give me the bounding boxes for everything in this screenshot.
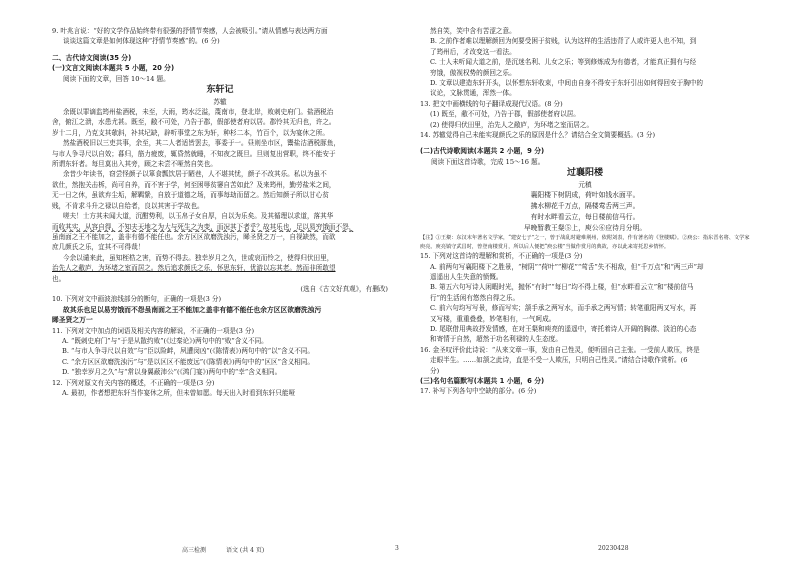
poem-note: 【注】①王粲：东汉末年著名文学家，“建安七子”之一，曾于战乱时避难荆州，依附刘表，作有著名的《登楼赋》。②庾公：指东晋名将、文学家庾亮。庾亮镇守武昌时，曾登南楼赏月，所以后人便把“庾公楼”当做作赏月的典故，亦以此来寄托思乡情怀。 — [420, 235, 750, 250]
essay-author: 苏辙 — [213, 98, 227, 107]
question-15 — [420, 251, 750, 345]
question-15-option: B. 第五六句写诗人闲暇时光，抛怀“有时”“每日”均不得上楼，但“水畔看云立”和“楼前信马 — [430, 283, 694, 292]
question-16-line: 走眼半生。……如颔之此诗，直是不受一人欺压，只明自己性灵。”请结合诗歌作赏析。(6 — [430, 356, 688, 365]
question-10-line: 睎圣贤之万一 — [52, 316, 93, 325]
essay-line-wavy: 而收其实，从容自得，不知夫天地之为大与死生之为变，而况其下者乎？故其乐也，足以易穷饿而不怨， — [52, 222, 356, 231]
essay-paragraph-5 — [52, 253, 388, 284]
poem-body — [420, 190, 750, 234]
footer-page-number: 3 — [395, 545, 399, 552]
poem-line: 拂水柳花千万点，隔楼莺舌两三声。 — [530, 202, 640, 211]
question-12-stem: 12. 下列对原文有关内容的概述，不正确的一项是(3 分) — [52, 378, 215, 387]
part-1-instruction: 阅读下面的文章，回答 10～14 题。 — [63, 74, 170, 83]
question-9 — [52, 26, 388, 47]
essay-line: 也。 — [52, 274, 66, 283]
footer-exam: 高三检测 — [182, 547, 207, 554]
question-13-item: (1) 既至，敝不可处，乃告于郡，假部使者府以居。 — [430, 110, 580, 119]
essay-line: 然盐酒税旧以三吏共事，余至，其二人者适皆罢去，事委于一。昼则坐市区，鬻盐沽酒税豚鱼， — [63, 139, 340, 148]
question-15-option: 又写楼，重重叠叠，妙笔相有，一气呵成。 — [430, 314, 556, 323]
essay-line: 舍，俯江之溃，水患尤甚。既至，敝不可处，乃告于郡，假部使者府以居。郡怜其无归也，许之。 — [52, 118, 336, 127]
question-15-option: 行”的生活闲有悠然自得之乐。 — [430, 293, 520, 302]
part-3-heading: (三)名句名篇默写(本题共 1 小题，6 分) — [420, 376, 545, 385]
question-15-option: 和寄情于自然，超然于功名利禄的人生态度。 — [430, 335, 562, 344]
question-11-option: B. “与市人争寻尺以自效”与“臣以险衅，夙遭闵凶”(《陈情表》)两句中的“以”含义不同。 — [62, 347, 314, 356]
question-14: 14. 苏辙觉得自己未能实现颜氏之乐的原因是什么？请结合全文简要概括。(3 分) — [420, 131, 656, 140]
essay-line: 虽南面之王不能加之，盖非有德不能任也。余方区区欲磨洗浊污，睎圣贤之万一，自视缺然，而欲 — [52, 232, 336, 241]
question-9-line: 谈谈这篇文章是如何体现这种“抒情节奏感”的。(6 分) — [63, 37, 220, 46]
question-13 — [420, 99, 750, 130]
essay-paragraph-4 — [52, 211, 388, 253]
question-9-line: 9. 叶兆言说：“好的文学作品始终带有很强的抒情节奏感，人会被吸引。”请从情感与表达两方面 — [52, 27, 328, 35]
part-2-instruction: 阅读下面这首诗歌，完成 15～16 题。 — [431, 157, 545, 166]
question-10 — [52, 294, 388, 325]
essay-paragraph-2 — [52, 138, 388, 169]
question-15-option: A. 前两句写襄阳楼下之胜景，“树阴”“荷叶”“柳花”“莺舌”失不相敌，但“千万点”和“两三声”却 — [430, 262, 704, 271]
essay-line: 余昔少年读书，窃尝怪颜子以箪食瓢饮居于陋巷，人不堪其忧，颜子不改其乐。私以为虽不 — [63, 170, 327, 179]
question-12-option: 穷饿，傲视权势的颜回之乐。 — [430, 68, 516, 77]
essay-title: 东轩记 — [206, 85, 234, 96]
question-15-option: C. 前六句均写写景，修而写实；颔手承之两写水，而手承之两写情；转笔重阳两又写水，再 — [430, 304, 697, 313]
question-13-stem: 13. 把文中画横线的句子翻译成现代汉语。(8 分) — [420, 99, 563, 108]
question-10-line: 故其乐也足以易穷饿而不怨虽南面之王不能加之盖非有德不能任也余方区区欲磨洗浊污 — [63, 305, 322, 314]
question-12-option: C. 士人未听闻大道之前，是沉迷名利、儿女之乐；等到修炼成为有德者，才能真正拥有与经 — [430, 58, 697, 67]
essay-line: 嗟夫！士方其未闻大道，沉酣势利，以玉帛子女自厚，自以为乐矣。及其循理以求道，落其华 — [63, 212, 334, 221]
essay-paragraph-1 — [52, 107, 388, 138]
question-16-line: 分) — [430, 366, 440, 375]
section-2-heading: 二、古代诗文阅读(35 分) — [52, 53, 132, 62]
poem-line: 早晚暂教王粲⑤上，庾公⑥应待月分明。 — [523, 224, 647, 233]
left-column — [52, 26, 388, 398]
essay-line: 余既以罪谪监筠州盐酒税，未至，大雨，筠水泛溢，蔑南市，登北岸，败刺史府门。盐酒税治 — [63, 108, 334, 117]
footer-subject-pages: 语文 (共 4 页) — [226, 547, 265, 554]
question-12 — [52, 378, 388, 399]
question-12-option: B. 之前作者难以理解颜回为何要受困于贫贱，认为这样的生活违背了人或许更人也不知，到 — [430, 37, 697, 46]
question-12-option: A. 最初，作者想把东轩当作宴休之所，但未曾如愿。每天出入时看到东轩只能哑 — [62, 389, 296, 397]
question-12-option: 然自笑，笑中含有苦涩之意。 — [430, 27, 516, 35]
question-15-option: 遥遥出人生失意的愤慨。 — [430, 272, 503, 281]
essay-line: 与市人争寻尺以自效；暮归，筋力疲废，辄昏然就睡，不知夜之既旦。旦则复出营职，终不能安于 — [52, 149, 336, 158]
poem-author: 元稹 — [578, 181, 592, 190]
essay-paragraph-3 — [52, 169, 388, 211]
question-12-option: 议论，文脉贯通，浑然一体。 — [430, 89, 516, 98]
essay-line: 贱，不肯求斗升之禄以自给者，良以其害于学故也。 — [52, 201, 204, 210]
question-15-option: D. 尾联借用典故抒发情感，在对王粲和庾亮的遥遥中，寄托着诗人开阔的胸襟、淡泊的心态 — [430, 324, 697, 333]
essay-line: 庶几颜氏之乐，宜其不可得哉！ — [52, 243, 145, 252]
question-11-option: A. “既刺史府门”与“于是从散约败”(《过秦论》)两句中的“败”含义不同。 — [62, 336, 268, 345]
question-11-option: D. “独幸岁月之久”与“常以身翼蔽沛公”(《鸿门宴》)两句中的“幸”含义相同。 — [62, 368, 282, 377]
essay-line: 今余以谴来此，虽知桎梏之害，而势不得去。独幸岁月之久，世或哀而怜之，使得归伏田里， — [63, 253, 334, 262]
poem-line: 襄阳楼下树阴成，荷叶如钱水面平。 — [530, 191, 640, 200]
question-17: 17. 补写下列各句中空缺的部分。(6 分) — [420, 387, 537, 396]
question-12-continued — [420, 26, 750, 99]
question-16-line: 16. 金圣叹评价此诗说：“从来文章一事，发由自己性灵，便听固自己主张。一受前人欺压，终是 — [420, 345, 700, 354]
question-12-option: D. 文章以建造东轩开头，以怀想东轩收束，中间由自身不得安于东轩引出如何得回安于胸中的 — [430, 79, 703, 88]
question-11 — [52, 326, 388, 378]
essay-line: 无一日之休，虽欲弃尘垢，解羁絷，自放于道德之场，而事每劫而留之。然后知颜子所以甘心贫 — [52, 191, 329, 200]
poem-line: 有时水畔看云立，每日楼前信马行。 — [530, 213, 640, 222]
question-11-option: C. “余方区区欲磨洗浊污”与“是以区区不能废远”(《陈情表》)两句中的“区区”含义相同。 — [62, 357, 314, 366]
footer-code: 20230428 — [598, 545, 629, 552]
right-column — [420, 26, 750, 397]
essay-line: 所谓东轩者。每旦莫出入其旁，顾之未尝不哑然自笑也。 — [52, 160, 217, 169]
part-1-heading: (一)文言文阅读(本题共 5 小题，20 分) — [52, 64, 175, 73]
essay-source: (选自《古文好真观》，有删改) — [300, 284, 388, 293]
essay-line-underlined: 治先人之敝庐，为环堵之室而居之。然后追求颜氏之乐，怀思东轩，优游以忘其老。然而非所敢望 — [52, 264, 336, 273]
question-10-line: 10. 下列对文中画波浪线部分的断句，正确的一项是(3 分) — [52, 295, 222, 304]
essay-line: 岁十二月，乃克支其欹斜，补其圮缺，辟听事堂之东为轩，种杉二本，竹百个，以为宴休之所。 — [52, 128, 329, 137]
question-12-option: 了筠州后，才改变这一看法。 — [430, 47, 516, 56]
part-2-heading: (二)古代诗歌阅读(本题共 2 小题，9 分) — [420, 147, 545, 156]
question-11-stem: 11. 下列对文中加点的词语及相关内容的解说，不正确的一项是(3 分) — [52, 326, 255, 335]
question-15-stem: 15. 下列对这首诗的理解和赏析，不正确的一项是(3 分) — [420, 252, 583, 261]
question-13-item: (2) 使得归伏田里，治先人之敝庐，为环堵之室而居之。 — [430, 120, 594, 129]
question-16 — [420, 345, 750, 376]
essay-line: 欲仕，然抱关击柝，尚可自养，而不害于学，何至困辱贫窭自苦如此？及来筠州，勤劳盐米之间， — [52, 180, 336, 189]
poem-title: 过襄阳楼 — [566, 168, 603, 179]
